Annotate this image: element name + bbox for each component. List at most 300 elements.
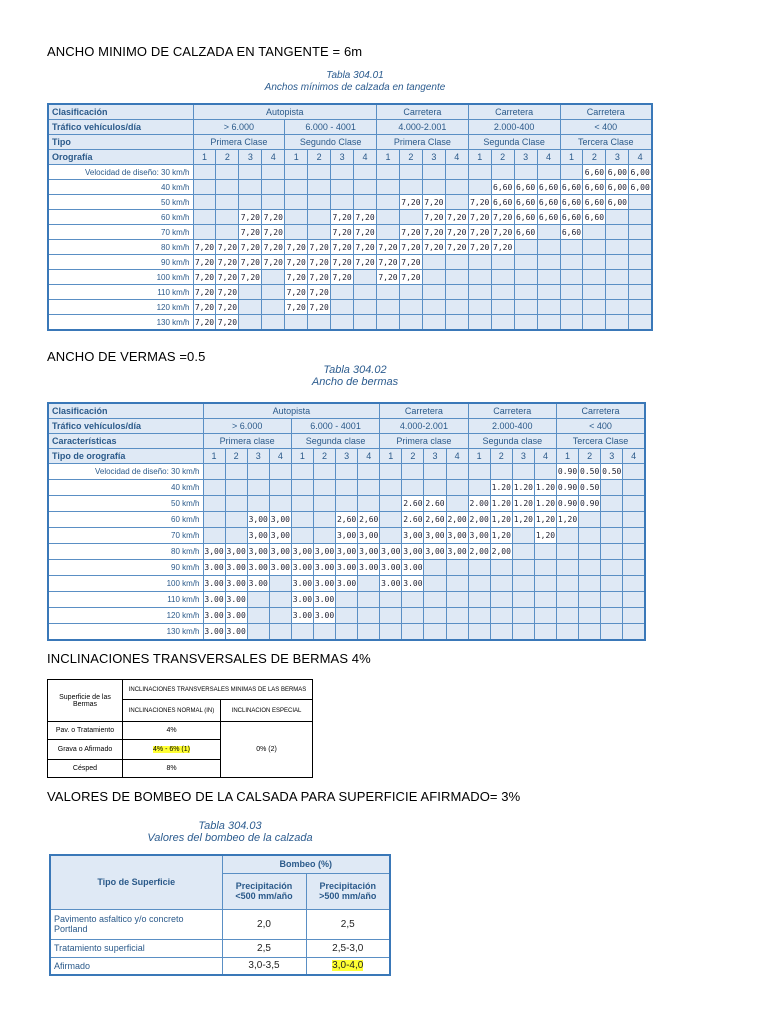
value-cell (285, 195, 308, 210)
value-cell: 7,20 (216, 270, 239, 285)
value-cell: 3.00 (225, 592, 247, 608)
table-row (48, 480, 645, 496)
orografia-cell: 3 (601, 449, 623, 464)
value-cell (291, 512, 313, 528)
value-cell (468, 270, 491, 285)
value-cell (239, 195, 262, 210)
table-row (48, 496, 645, 512)
value-cell (402, 464, 424, 480)
value-cell (601, 544, 623, 560)
clasif-cell: Carretera (377, 104, 469, 120)
value-cell (225, 464, 247, 480)
value-cell: 3.00 (203, 624, 225, 641)
value-cell: 7,20 (422, 240, 445, 255)
orografia-cell: 1 (560, 150, 583, 165)
table4-subtitle: Valores del bombeo de la calzada (147, 832, 313, 844)
orografia-cell: 4 (262, 150, 285, 165)
value-cell (239, 285, 262, 300)
value-cell (203, 496, 225, 512)
value-cell (424, 560, 446, 576)
value-cell: 3.00 (291, 592, 313, 608)
value-cell: 7,20 (354, 255, 377, 270)
value-cell (468, 464, 490, 480)
value-cell (468, 180, 491, 195)
value-cell: 3,00 (358, 528, 380, 544)
value-cell: 1,20 (490, 528, 512, 544)
value-cell (623, 608, 645, 624)
table-row (48, 560, 645, 576)
bombeo-header: Bombeo (%) (222, 855, 390, 873)
value-cell: 1.20 (512, 480, 534, 496)
value-cell (377, 165, 400, 180)
value-cell (491, 270, 514, 285)
value-cell: 7,20 (354, 225, 377, 240)
table-row (48, 528, 645, 544)
value-cell (313, 464, 335, 480)
value-cell (512, 464, 534, 480)
value-cell (623, 560, 645, 576)
value-cell: 7,20 (422, 195, 445, 210)
value-cell (262, 195, 285, 210)
value-cell (579, 608, 601, 624)
value-cell (583, 315, 606, 331)
value-cell (468, 300, 491, 315)
value-cell: 7,20 (491, 210, 514, 225)
value-cell (203, 512, 225, 528)
bombeo-p1: 2,5 (222, 939, 306, 957)
value-cell (377, 315, 400, 331)
value-cell: 7,20 (285, 300, 308, 315)
value-cell (629, 195, 652, 210)
trafico-cell: 6.000 - 4001 (291, 419, 379, 434)
value-cell (247, 480, 269, 496)
speed-label: 90 km/h (48, 560, 203, 576)
value-cell: 3,00 (424, 528, 446, 544)
value-cell (445, 315, 468, 331)
value-cell (445, 165, 468, 180)
value-cell: 7,20 (399, 225, 422, 240)
value-cell (601, 624, 623, 641)
value-cell (336, 496, 358, 512)
value-cell: 6,60 (560, 225, 583, 240)
value-cell: 3.00 (225, 560, 247, 576)
value-cell: 3.00 (203, 560, 225, 576)
orografia-cell: 1 (285, 150, 308, 165)
value-cell (239, 315, 262, 331)
value-cell (247, 624, 269, 641)
clasif-label: Clasificación (48, 104, 193, 120)
value-cell (623, 464, 645, 480)
orografia-cell: 3 (422, 150, 445, 165)
value-cell: 3,00 (424, 544, 446, 560)
value-cell (422, 270, 445, 285)
value-cell (193, 195, 216, 210)
value-cell: 6,60 (583, 180, 606, 195)
orografia-cell: 2 (402, 449, 424, 464)
value-cell (336, 624, 358, 641)
value-cell (512, 608, 534, 624)
value-cell: 7,20 (193, 300, 216, 315)
trafico-cell: 4.000-2.001 (380, 419, 468, 434)
value-cell: 7,20 (216, 255, 239, 270)
value-cell: 6,60 (514, 180, 537, 195)
value-cell: 7,20 (239, 270, 262, 285)
value-cell (313, 496, 335, 512)
value-cell (262, 315, 285, 331)
table-row (48, 608, 645, 624)
speed-label: 80 km/h (48, 240, 193, 255)
value-cell (491, 315, 514, 331)
heading-inclinaciones: INCLINACIONES TRANSVERSALES DE BERMAS 4% (47, 651, 371, 666)
value-cell (537, 300, 560, 315)
value-cell (225, 496, 247, 512)
value-cell (446, 624, 468, 641)
value-cell (331, 285, 354, 300)
value-cell: 7,20 (399, 270, 422, 285)
value-cell: 7,20 (216, 240, 239, 255)
value-cell (629, 255, 652, 270)
value-cell (354, 315, 377, 331)
incl-title-header: INCLINACIONES TRANSVERSALES MINIMAS DE LAS BERMAS (123, 680, 313, 700)
value-cell: 7,20 (445, 210, 468, 225)
value-cell: 3.00 (247, 560, 269, 576)
incl-normal: 8% (123, 760, 221, 778)
table-bombeo (49, 854, 391, 976)
value-cell: 7,20 (262, 225, 285, 240)
value-cell (269, 592, 291, 608)
speed-label: 110 km/h (48, 285, 193, 300)
value-cell (514, 300, 537, 315)
value-cell (336, 480, 358, 496)
value-cell: 7,20 (262, 255, 285, 270)
value-cell (537, 285, 560, 300)
value-cell (308, 195, 331, 210)
value-cell: 3,00 (313, 544, 335, 560)
value-cell (193, 165, 216, 180)
value-cell (579, 576, 601, 592)
value-cell (490, 576, 512, 592)
value-cell: 7,20 (331, 210, 354, 225)
value-cell (629, 300, 652, 315)
value-cell: 3.00 (247, 576, 269, 592)
value-cell (331, 180, 354, 195)
value-cell: 3,00 (269, 528, 291, 544)
tipo-cell: Primera Clase (193, 135, 285, 150)
value-cell (422, 315, 445, 331)
value-cell (446, 560, 468, 576)
value-cell (358, 608, 380, 624)
speed-label: 120 km/h (48, 300, 193, 315)
value-cell: 1,20 (534, 512, 556, 528)
value-cell (468, 576, 490, 592)
value-cell (291, 480, 313, 496)
clasif-cell: Carretera (380, 403, 468, 419)
table-row (48, 464, 645, 480)
value-cell: 7,20 (262, 210, 285, 225)
value-cell: 7,20 (491, 240, 514, 255)
tipo-cell: Tercera Clase (557, 434, 646, 449)
value-cell: 0.50 (579, 464, 601, 480)
value-cell: 7,20 (193, 315, 216, 331)
value-cell (422, 180, 445, 195)
value-cell (422, 300, 445, 315)
value-cell (560, 255, 583, 270)
value-cell: 1.20 (534, 496, 556, 512)
value-cell (537, 225, 560, 240)
value-cell: 3.00 (380, 576, 402, 592)
value-cell (601, 608, 623, 624)
speed-label: 130 km/h (48, 624, 203, 641)
value-cell (285, 180, 308, 195)
value-cell (247, 496, 269, 512)
value-cell (203, 528, 225, 544)
incl-normal: 4% (123, 722, 221, 740)
value-cell: 7,20 (308, 240, 331, 255)
value-cell: 3,00 (291, 544, 313, 560)
value-cell (583, 255, 606, 270)
table2-caption: Tabla 304.02 (323, 364, 387, 376)
value-cell (537, 270, 560, 285)
value-cell: 3,00 (247, 512, 269, 528)
value-cell (468, 165, 491, 180)
value-cell: 3,00 (358, 544, 380, 560)
value-cell (537, 315, 560, 331)
incl-normal (123, 740, 221, 760)
speed-label: 110 km/h (48, 592, 203, 608)
value-cell (534, 544, 556, 560)
value-cell (262, 165, 285, 180)
value-cell: 7,20 (239, 210, 262, 225)
value-cell (331, 165, 354, 180)
table2-subtitle: Ancho de bermas (311, 376, 399, 388)
value-cell: 6,60 (537, 195, 560, 210)
speed-label: 120 km/h (48, 608, 203, 624)
value-cell: 7,20 (422, 225, 445, 240)
orografia-cell: 2 (491, 150, 514, 165)
value-cell (623, 480, 645, 496)
value-cell (606, 255, 629, 270)
value-cell (424, 592, 446, 608)
value-cell: 7,20 (308, 285, 331, 300)
value-cell: 0.90 (557, 496, 579, 512)
value-cell (468, 608, 490, 624)
value-cell (445, 255, 468, 270)
orografia-cell: 3 (331, 150, 354, 165)
value-cell (354, 195, 377, 210)
value-cell: 1,20 (557, 512, 579, 528)
clasif-cell: Autopista (193, 104, 377, 120)
table-row (48, 195, 652, 210)
bombeo-p2 (306, 957, 390, 975)
orografia-cell: 2 (399, 150, 422, 165)
speed-label: Velocidad de diseño: 30 km/h (48, 165, 193, 180)
value-cell (285, 315, 308, 331)
value-cell: 2.60 (402, 496, 424, 512)
value-cell (269, 576, 291, 592)
value-cell: 7,20 (377, 255, 400, 270)
value-cell (534, 608, 556, 624)
speed-label: 70 km/h (48, 225, 193, 240)
value-cell: 6,00 (629, 180, 652, 195)
value-cell (399, 285, 422, 300)
value-cell (377, 300, 400, 315)
value-cell (512, 592, 534, 608)
value-cell: 7,20 (216, 300, 239, 315)
value-cell (606, 210, 629, 225)
value-cell (606, 270, 629, 285)
value-cell (583, 270, 606, 285)
value-cell (399, 180, 422, 195)
value-cell (534, 576, 556, 592)
value-cell (193, 225, 216, 240)
value-cell (262, 270, 285, 285)
value-cell: 3,00 (269, 544, 291, 560)
value-cell: 2.60 (424, 496, 446, 512)
value-cell (354, 165, 377, 180)
value-cell (629, 225, 652, 240)
table-row (48, 315, 652, 331)
value-cell: 3.00 (225, 576, 247, 592)
value-cell (216, 180, 239, 195)
value-cell: 1,20 (490, 512, 512, 528)
value-cell (534, 624, 556, 641)
value-cell (579, 544, 601, 560)
value-cell: 3.00 (225, 624, 247, 641)
orografia-cell: 2 (583, 150, 606, 165)
value-cell (514, 285, 537, 300)
value-cell (579, 528, 601, 544)
value-cell (560, 270, 583, 285)
value-cell (606, 300, 629, 315)
incl-special-header: INCLINACION ESPECIAL (221, 700, 313, 722)
value-cell: 7,20 (377, 240, 400, 255)
trafico-cell: 4.000-2.001 (377, 120, 469, 135)
value-cell (468, 480, 490, 496)
speed-label: 130 km/h (48, 315, 193, 331)
value-cell (269, 480, 291, 496)
value-cell (579, 560, 601, 576)
value-cell: 3.00 (225, 608, 247, 624)
value-cell: 3,00 (402, 544, 424, 560)
value-cell (336, 592, 358, 608)
value-cell: 7,20 (285, 240, 308, 255)
value-cell (623, 624, 645, 641)
value-cell (380, 528, 402, 544)
value-cell: 7,20 (331, 255, 354, 270)
value-cell: 1.20 (512, 496, 534, 512)
trafico-cell: 6.000 - 4001 (285, 120, 377, 135)
orografia-cell: 1 (193, 150, 216, 165)
orografia-cell: 4 (358, 449, 380, 464)
value-cell: 7,20 (262, 240, 285, 255)
incl-surface-header: Superficie de las Bermas (48, 680, 123, 722)
value-cell (358, 496, 380, 512)
value-cell: 3.00 (380, 560, 402, 576)
value-cell (601, 528, 623, 544)
value-cell: 6,60 (537, 180, 560, 195)
value-cell (399, 315, 422, 331)
value-cell (399, 210, 422, 225)
table-row (48, 225, 652, 240)
value-cell (557, 560, 579, 576)
value-cell: 2,60 (358, 512, 380, 528)
value-cell: 1,20 (512, 512, 534, 528)
table-row (48, 180, 652, 195)
orografia-cell: 4 (354, 150, 377, 165)
trafico-cell: > 6.000 (203, 419, 291, 434)
value-cell (560, 300, 583, 315)
value-cell (514, 315, 537, 331)
table-row (48, 512, 645, 528)
value-cell: 2,00 (468, 544, 490, 560)
table-row (48, 576, 645, 592)
value-cell: 7,20 (239, 240, 262, 255)
value-cell: 1.20 (534, 480, 556, 496)
value-cell: 3,00 (468, 528, 490, 544)
clasif-cell: Autopista (203, 403, 380, 419)
value-cell (490, 592, 512, 608)
tipo-label: Tipo (48, 135, 193, 150)
value-cell (514, 270, 537, 285)
bombeo-type: Afirmado (50, 957, 222, 975)
incl-surface: Pav. o Tratamiento (48, 722, 123, 740)
value-cell (331, 300, 354, 315)
value-cell: 3,00 (446, 544, 468, 560)
orografia-cell: 3 (424, 449, 446, 464)
value-cell (468, 592, 490, 608)
value-cell: 7,20 (308, 270, 331, 285)
value-cell: 7,20 (193, 285, 216, 300)
bombeo-p2-highlight: 3,0-4,0 (332, 960, 364, 972)
orografia-cell: 1 (468, 449, 490, 464)
orografia-cell: 4 (445, 150, 468, 165)
value-cell (216, 165, 239, 180)
value-cell (490, 464, 512, 480)
value-cell: 3.00 (402, 560, 424, 576)
value-cell: 3.00 (269, 560, 291, 576)
value-cell (512, 560, 534, 576)
trafico-cell: 2.000-400 (468, 120, 560, 135)
value-cell (583, 240, 606, 255)
value-cell (313, 512, 335, 528)
trafico-cell: > 6.000 (193, 120, 285, 135)
value-cell: 6,60 (560, 195, 583, 210)
value-cell (291, 624, 313, 641)
value-cell (623, 544, 645, 560)
orografia-cell: 3 (336, 449, 358, 464)
value-cell (601, 496, 623, 512)
value-cell (629, 210, 652, 225)
value-cell (601, 560, 623, 576)
bombeo-p1-header: Precipitación <500 mm/año (222, 873, 306, 909)
value-cell (308, 210, 331, 225)
value-cell (629, 285, 652, 300)
value-cell: 6,00 (606, 195, 629, 210)
value-cell (269, 608, 291, 624)
value-cell (629, 315, 652, 331)
value-cell (239, 165, 262, 180)
table1-caption-block (230, 70, 480, 94)
value-cell (331, 315, 354, 331)
value-cell: 7,20 (422, 210, 445, 225)
value-cell (446, 480, 468, 496)
value-cell (354, 180, 377, 195)
clasif-cell: Carretera (560, 104, 652, 120)
orografia-label: Orografía (48, 150, 193, 165)
value-cell (534, 560, 556, 576)
tipo-cell: Segunda clase (468, 434, 556, 449)
value-cell: 7,20 (445, 225, 468, 240)
